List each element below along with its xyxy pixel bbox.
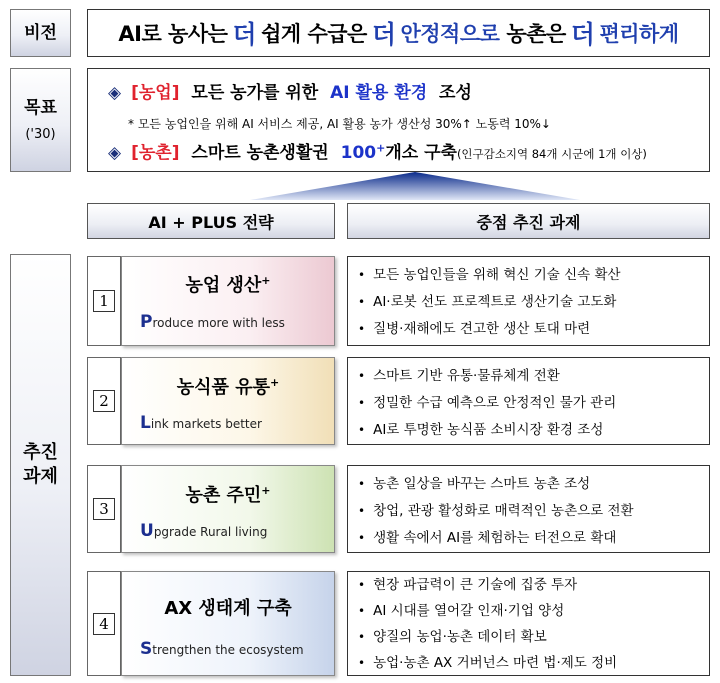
strategy-title: 농식품 유통+	[176, 376, 280, 398]
goal-note: * 모든 농업인을 위해 AI 서비스 제공, AI 활용 농가 생산성 30%↑ 노동력 10%↓	[128, 117, 551, 131]
strategy-number: 1	[87, 256, 121, 346]
strategy-english: Link markets better	[140, 413, 262, 433]
goal-line-agriculture: ◈ [농업] 모든 농가를 위한 AI 활용 환경 조성	[108, 83, 472, 103]
task-item: • 창업, 관광 활성화로 매력적인 농촌으로 전환	[358, 498, 699, 525]
strategy-title: 농업 생산+	[185, 274, 271, 296]
task-item: • 농업·농촌 AX 거버넌스 마련 법·제도 정비	[358, 650, 699, 676]
task-item: • AI로 투명한 농식품 소비시장 환경 조성	[358, 417, 699, 444]
task-list-distribution	[347, 357, 710, 445]
task-list-ecosystem	[347, 571, 710, 676]
strategy-card-rural	[121, 465, 335, 553]
strategy-english: Strengthen the ecosystem	[140, 639, 304, 659]
task-item: • 생활 속에서 AI를 체험하는 터전으로 확대	[358, 525, 699, 552]
task-item: • AI 시대를 열어갈 인재·기업 양성	[358, 598, 699, 624]
strategy-english: Upgrade Rural living	[140, 521, 268, 541]
goal-label: 목표 ('30)	[10, 68, 71, 172]
task-item: • 질병·재해에도 견고한 생산 토대 마련	[358, 316, 699, 343]
task-item: • AI·로봇 선도 프로젝트로 생산기술 고도화	[358, 289, 699, 316]
task-item: • 정밀한 수급 예측으로 안정적인 물가 관리	[358, 390, 699, 417]
task-list-production	[347, 256, 710, 346]
strategy-number: 4	[87, 571, 121, 676]
strategy-card-ecosystem	[121, 571, 335, 676]
strategy-number: 3	[87, 465, 121, 553]
task-item: • 스마트 기반 유통·물류체계 전환	[358, 363, 699, 390]
task-item: • 현장 파급력이 큰 기술에 집중 투자	[358, 572, 699, 598]
task-list-rural	[347, 465, 710, 553]
task-item: • 모든 농업인들을 위해 혁신 기술 신속 확산	[358, 262, 699, 289]
goal-box	[87, 68, 710, 172]
strategy-title: AX 생태계 구축	[164, 598, 292, 619]
vision-label: 비전	[10, 9, 71, 57]
strategy-card-production	[121, 256, 335, 346]
strategy-title: 농촌 주민+	[185, 484, 271, 506]
strategy-number: 2	[87, 357, 121, 445]
goal-line-rural: ◈ [농촌] 스마트 농촌생활권 100+개소 구축(인구감소지역 84개 시군에 1개 이상)	[108, 141, 647, 163]
upward-arrow	[250, 170, 580, 200]
task-item: • 양질의 농업·농촌 데이터 확보	[358, 624, 699, 650]
tasks-column-header: 중점 추진 과제	[347, 203, 710, 239]
task-item: • 농촌 일상을 바꾸는 스마트 농촌 조성	[358, 471, 699, 498]
tasks-side-label: 추진 과제	[10, 254, 71, 676]
strategy-english: Produce more with less	[140, 312, 285, 332]
strategy-column-header: AI + PLUS 전략	[87, 203, 335, 239]
strategy-card-distribution	[121, 357, 335, 445]
vision-statement: AI로 농사는 더 쉽게 수급은 더 안정적으로 농촌은 더 편리하게	[87, 9, 710, 57]
